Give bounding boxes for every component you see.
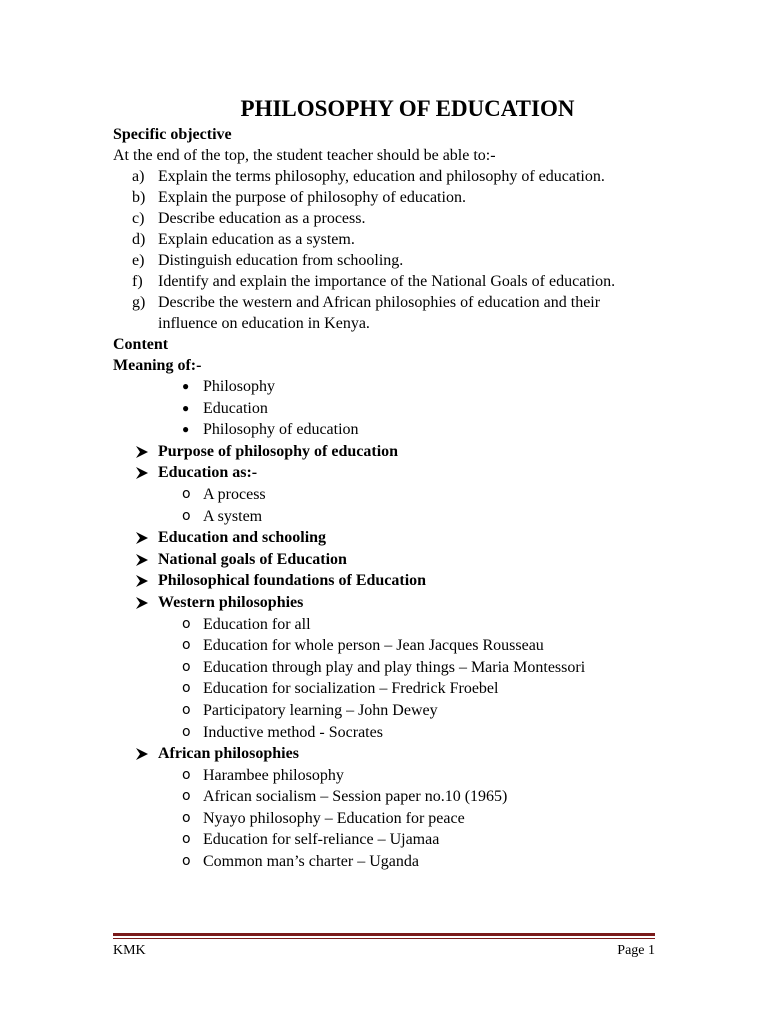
objective-text: Distinguish education from schooling. — [158, 252, 404, 269]
objective-text: Identify and explain the importance of the National Goals of education. — [158, 273, 616, 290]
objective-item — [113, 292, 658, 334]
topic-philosophical-foundations — [113, 570, 658, 592]
education-as-item — [113, 484, 658, 506]
objective-marker: g) — [132, 294, 146, 311]
content-topic-list — [113, 441, 658, 873]
objective-item — [113, 271, 658, 292]
objective-marker: b) — [132, 189, 146, 206]
objective-intro: At the end of the top, the student teacher should be able to:- — [113, 147, 496, 164]
african-item — [113, 829, 658, 851]
african-sublist — [113, 765, 658, 873]
western-item-text: Inductive method - Socrates — [203, 723, 383, 741]
meaning-item — [113, 398, 658, 420]
circle-bullet-icon: o — [182, 637, 191, 654]
topic-purpose-text: Purpose of philosophy of education — [158, 442, 399, 460]
circle-bullet-icon: o — [182, 615, 191, 632]
meaning-list — [113, 376, 658, 441]
western-item — [113, 614, 658, 636]
circle-bullet-icon: o — [182, 788, 191, 805]
circle-bullet-icon: o — [182, 485, 191, 502]
meaning-item — [113, 376, 658, 398]
objective-marker: a) — [132, 168, 145, 185]
african-item — [113, 786, 658, 808]
objective-marker: d) — [132, 231, 146, 248]
education-as-item — [113, 506, 658, 528]
footer-author: KMK — [113, 943, 146, 958]
footer-page-number: Page 1 — [617, 943, 655, 958]
footer-rule-thick — [113, 933, 655, 936]
western-item — [113, 678, 658, 700]
page-title: PHILOSOPHY OF EDUCATION — [240, 96, 575, 121]
circle-bullet-icon: o — [182, 853, 191, 870]
african-item-text: Harambee philosophy — [203, 766, 344, 784]
topic-philosophical-foundations-text: Philosophical foundations of Education — [158, 572, 427, 590]
topic-african-philosophies-text: African philosophies — [158, 745, 299, 763]
topic-national-goals-text: National goals of Education — [158, 550, 347, 568]
topic-education-schooling — [113, 527, 658, 549]
circle-bullet-icon: o — [182, 809, 191, 826]
meaning-item-text: Philosophy — [203, 378, 276, 395]
footer-rule-thin — [113, 938, 655, 939]
western-item-text: Education for all — [203, 615, 311, 633]
african-item-text: Common man’s charter – Uganda — [203, 853, 419, 871]
western-item — [113, 635, 658, 657]
african-sublist-wrap — [113, 765, 658, 873]
western-item — [113, 722, 658, 744]
content-heading: Content — [113, 336, 169, 353]
western-item-text: Education through play and play things – Maria Montessori — [203, 658, 586, 676]
arrowhead-bullet-icon — [135, 445, 149, 459]
meaning-item-text: Education — [203, 399, 268, 417]
circle-bullet-icon: o — [182, 831, 191, 848]
circle-bullet-icon: o — [182, 680, 191, 697]
western-item-text: Education for socialization – Fredrick Froebel — [203, 680, 499, 698]
western-sublist — [113, 614, 658, 744]
arrowhead-bullet-icon — [135, 553, 149, 567]
topic-western-philosophies-text: Western philosophies — [158, 593, 304, 611]
western-item — [113, 657, 658, 679]
topic-western-philosophies — [113, 592, 658, 614]
education-as-sublist-wrap — [113, 484, 658, 527]
objective-text: Explain the terms philosophy, education and philosophy of education. — [158, 168, 605, 185]
topic-education-as — [113, 462, 658, 484]
objective-item — [113, 229, 658, 250]
topic-education-schooling-text: Education and schooling — [158, 529, 327, 547]
western-sublist-wrap — [113, 614, 658, 744]
arrowhead-bullet-icon — [135, 747, 149, 761]
meaning-heading: Meaning of:- — [113, 357, 202, 374]
arrowhead-bullet-icon — [135, 531, 149, 545]
arrowhead-bullet-icon — [135, 466, 149, 480]
topic-purpose — [113, 441, 658, 463]
objective-heading: Specific objective — [113, 126, 232, 143]
african-item-text: Nyayo philosophy – Education for peace — [203, 809, 465, 827]
western-item — [113, 700, 658, 722]
western-item-text: Education for whole person – Jean Jacques Rousseau — [203, 637, 544, 655]
objective-item — [113, 250, 658, 271]
objective-text: Describe the western and African philosophies of education and their influence on education in Kenya. — [158, 294, 601, 332]
circle-bullet-icon: o — [182, 723, 191, 740]
circle-bullet-icon: o — [182, 701, 191, 718]
objective-marker: f) — [132, 273, 143, 290]
objective-item — [113, 208, 658, 229]
african-item — [113, 808, 658, 830]
objective-marker: e) — [132, 252, 145, 269]
african-item — [113, 765, 658, 787]
circle-bullet-icon: o — [182, 507, 191, 524]
topic-african-philosophies — [113, 743, 658, 765]
bullet-icon: ● — [182, 422, 190, 437]
objective-item — [113, 187, 658, 208]
african-item-text: African socialism – Session paper no.10 (1965) — [203, 788, 508, 806]
african-item — [113, 851, 658, 873]
education-as-item-text: A system — [203, 507, 263, 525]
education-as-item-text: A process — [203, 485, 266, 503]
objective-marker: c) — [132, 210, 145, 227]
objective-text: Describe education as a process. — [158, 210, 366, 227]
western-item-text: Participatory learning – John Dewey — [203, 701, 438, 719]
objective-item — [113, 166, 658, 187]
objective-list — [113, 166, 658, 334]
objective-text: Explain education as a system. — [158, 231, 355, 248]
bullet-icon: ● — [182, 379, 190, 393]
education-as-sublist — [113, 484, 658, 527]
objective-text: Explain the purpose of philosophy of education. — [158, 189, 466, 206]
arrowhead-bullet-icon — [135, 574, 149, 588]
topic-national-goals — [113, 549, 658, 571]
circle-bullet-icon: o — [182, 766, 191, 783]
topic-education-as-text: Education as:- — [158, 464, 258, 482]
meaning-item-text: Philosophy of education — [203, 421, 359, 439]
arrowhead-bullet-icon — [135, 596, 149, 610]
african-item-text: Education for self-reliance – Ujamaa — [203, 831, 440, 849]
page-content — [113, 94, 658, 873]
meaning-item — [113, 419, 658, 441]
bullet-icon: ● — [182, 400, 190, 415]
circle-bullet-icon: o — [182, 658, 191, 675]
